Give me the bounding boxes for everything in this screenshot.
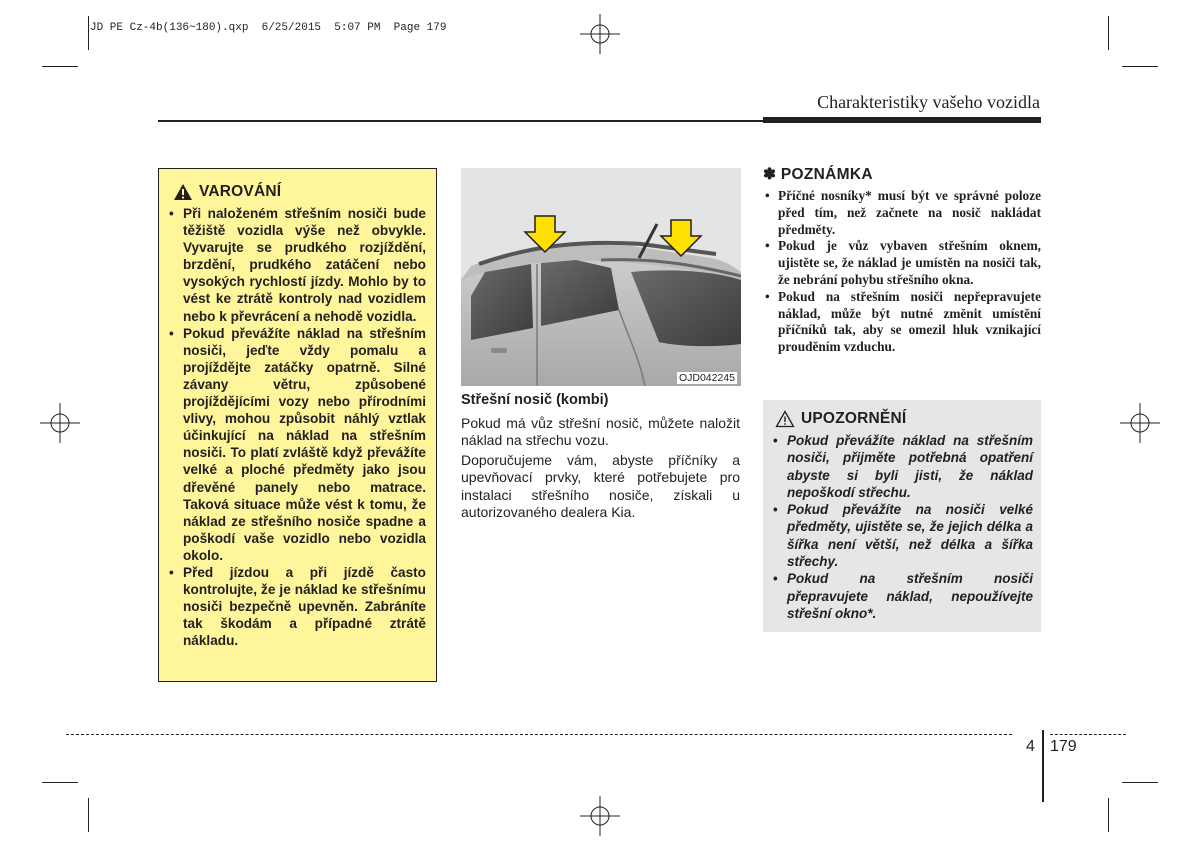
registration-mark-top — [580, 14, 620, 54]
warning-box — [158, 168, 437, 682]
warning-item: • Před jízdou a při jízdě často kontrolujte, že je náklad ke střešnímu nosiči bezpečně upevněn. Zabráníte tak škodám a případné ztrátě nákladu. — [169, 564, 426, 649]
warning-title — [173, 183, 426, 201]
car-roof-drawing — [461, 168, 741, 386]
caution-title — [775, 410, 1033, 428]
note-item: • Pokud je vůz vybaven střešním oknem, ujistěte se, že náklad je umístěn na nosiči tak, že nebrání pohybu střešního okna. — [763, 238, 1041, 288]
roof-rack-heading: Střešní nosič (kombi) — [461, 392, 609, 408]
caution-box — [763, 400, 1041, 632]
caution-title-text: UPOZORNĚNÍ — [801, 410, 907, 427]
warning-triangle-icon — [173, 183, 193, 201]
caution-item: • Pokud na střešním nosiči přepravujete náklad, nepoužívejte střešní okno*. — [773, 570, 1033, 622]
registration-mark-left — [40, 403, 80, 443]
figure-code: OJD042245 — [678, 372, 735, 384]
warning-item: • Při naloženém střešním nosiči bude těžiště vozidla výše než obvykle. Vyvarujte se prudkého rozjíždění, brzdění, prudkého zatáčení nebo vysokých rychlostí jízdy. Mohlo by to vést ke ztrátě kontroly nad vozidlem nebo k převrácení a nehodě vozidla. — [169, 205, 426, 325]
caution-item: • Pokud převážíte náklad na střešním nosiči, přijměte potřebná opatření abyste si byli jisti, že náklad nepoškodí střechu. — [773, 432, 1033, 501]
warning-title-text: VAROVÁNÍ — [199, 183, 282, 200]
note-title: ✽ POZNÁMKA — [763, 166, 873, 183]
caution-list — [773, 432, 1033, 622]
roof-rack-paragraph-2: Doporučujeme vám, abyste příčníky a upevňovací prvky, které potřebujete pro instalaci střešního nosiče, získali u autorizovaného dealera Kia. — [461, 452, 740, 521]
caution-item: • Pokud převážíte na nosiči velké předměty, ujistěte se, že jejich délka a šířka není větší, než délka a šířka střechy. — [773, 501, 1033, 570]
roof-rack-illustration — [461, 168, 741, 386]
header-rule-thick — [763, 117, 1041, 123]
footer-dotted-rule-right — [1050, 734, 1126, 735]
warning-list — [169, 205, 426, 649]
section-title: Charakteristiky vašeho vozidla — [817, 92, 1040, 112]
footer-dotted-rule-left — [66, 734, 1012, 735]
roof-rack-paragraph-1: Pokud má vůz střešní nosič, můžete naložit náklad na střechu vozu. — [461, 415, 740, 449]
print-header: JD PE Cz-4b(136~180).qxp 6/25/2015 5:07 PM Page 179 — [90, 22, 447, 34]
chapter-number: 4 — [1026, 738, 1035, 755]
note-list — [763, 188, 1041, 356]
note-item: • Příčné nosníky* musí být ve správné poloze před tím, než začnete na nosič nakládat předměty. — [763, 188, 1041, 238]
registration-mark-bottom — [580, 796, 620, 836]
page-number: 179 — [1050, 738, 1077, 755]
page-number-divider — [1042, 730, 1044, 802]
caution-triangle-icon — [775, 410, 795, 428]
note-item: • Pokud na střešním nosiči nepřepravujete náklad, může být nutné změnit umístění příčníků tak, aby se omezil hluk vznikající prouděním vzduchu. — [763, 289, 1041, 356]
registration-mark-right — [1120, 403, 1160, 443]
header-rule — [158, 120, 764, 122]
warning-item: • Pokud převážíte náklad na střešním nosiči, jeďte vždy pomalu a projíždějte zatáčky opatrně. Silné závany větru, způsobené projíždějícími vozy nebo přírodními vlivy, mohou způsobit náhlý vztlak účinkující na náklad na střešním nosiči. To platí zvláště když převážíte velké a ploché předměty jako jsou dřevěné panely nebo matrace. Taková situace může vést k tomu, že náklad ze střešního nosiče spadne a poškodí vaše vozidlo nebo vozidla okolo. — [169, 325, 426, 564]
